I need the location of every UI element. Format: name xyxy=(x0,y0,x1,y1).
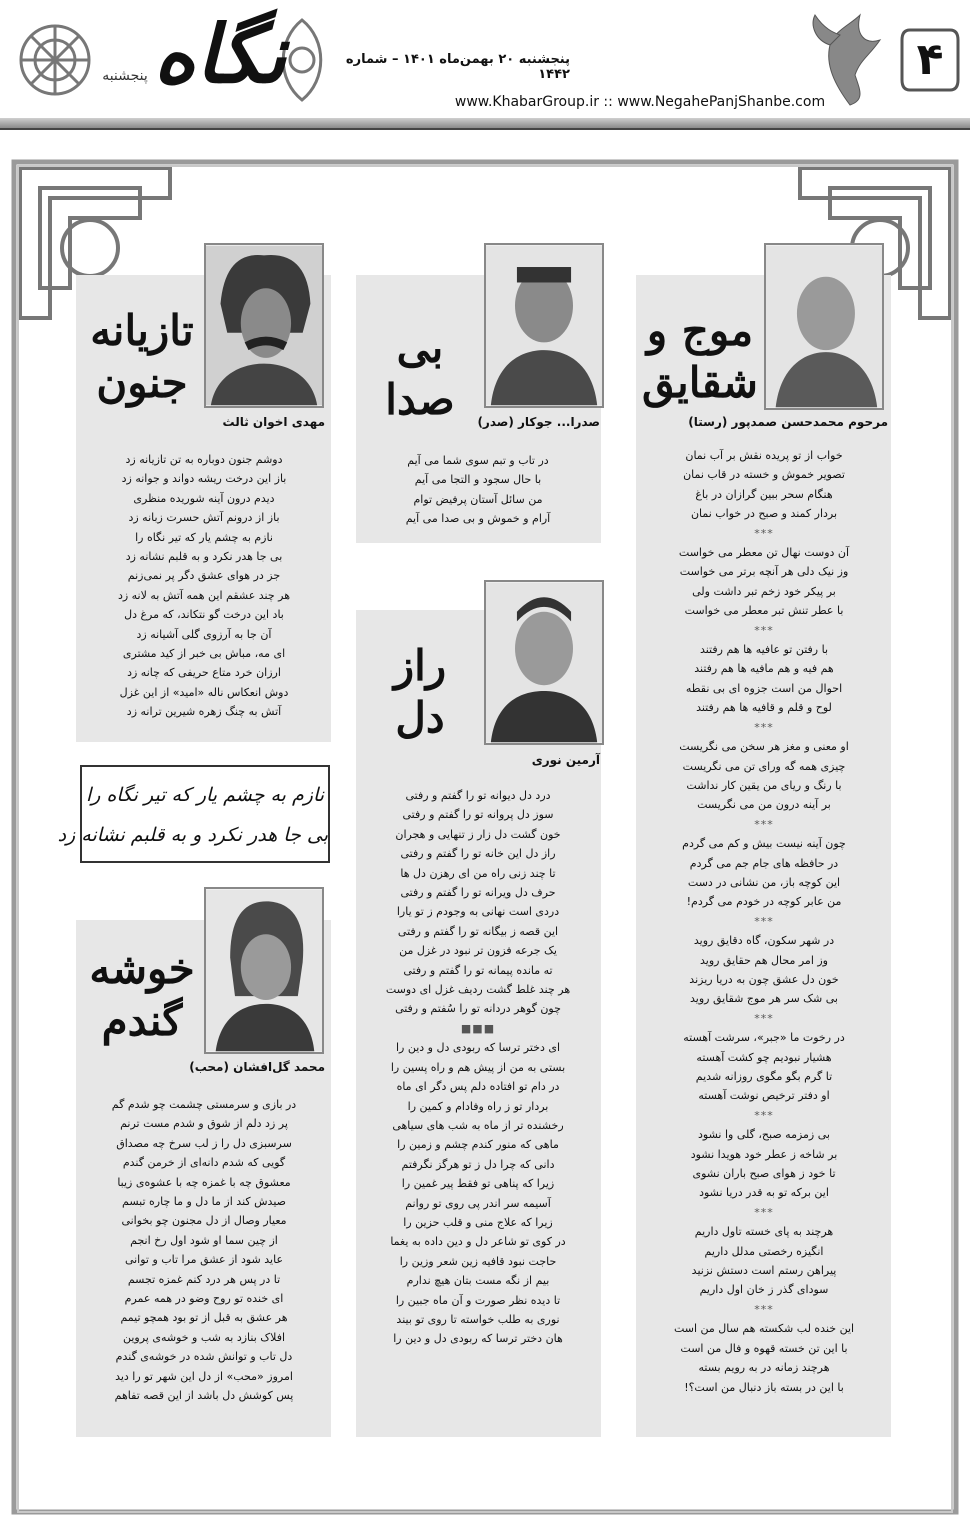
poem-line: در بازی و سرمستی چشمت چو شدم گم xyxy=(111,1098,297,1111)
poem-line: صیدش کند از ما دل و ما چاره تبسم xyxy=(122,1195,286,1209)
portrait-icon xyxy=(206,245,322,406)
poem-line: با این در بسته باز دنبال من است؟! xyxy=(684,1380,844,1394)
header-rule xyxy=(0,128,970,130)
poem-text-right xyxy=(640,446,888,1397)
poem-line: هان دختر ترسا که ربودی دل و دین را xyxy=(393,1332,563,1346)
poem-line: نوری به طلب خواسته تا روی تو بیند xyxy=(396,1312,560,1326)
poem-line: تا خود ز هوای صبح باران نشوی xyxy=(692,1167,836,1181)
poem-line: چون آینه نیست بیش و کم می گردم xyxy=(682,837,846,851)
poem-line: افلاک بنازد به شب و خوشه‌ی پروین xyxy=(122,1330,286,1344)
stanza-separator: *** xyxy=(754,526,774,540)
poem-line: هنگام سحر ببین گرازان در باغ xyxy=(695,487,833,501)
poem-line: انگیزه رخصتی مدلل داریم xyxy=(704,1244,824,1258)
title-line: دل xyxy=(395,693,445,742)
poem-text-left-top xyxy=(82,450,326,722)
author-name-mid-top: صدرا... جوکار (صدر) xyxy=(477,415,600,429)
portrait-icon xyxy=(486,245,602,406)
title-line: تازیانه xyxy=(90,306,194,355)
title-line: موج و xyxy=(646,306,754,355)
quote-line: نازم به چشم یار که تیر نگاه را xyxy=(85,784,325,806)
poem-line: گویی که شدم دانه‌ای از خرمن گندم xyxy=(122,1156,286,1170)
title-line: جنون xyxy=(96,358,188,407)
poem-line: خون دل عشق چون به دریا ریزند xyxy=(689,972,839,986)
poem-line: ارزان خرد متاع حریفی که چانه زد xyxy=(127,666,281,680)
portrait-icon xyxy=(206,889,322,1052)
poem-line: دوشم جنون دوباره به تن تازیانه زد xyxy=(125,453,283,466)
poem-line: لوح و قلم و قافیه ها هم رفتند xyxy=(696,701,832,715)
poem-line: ای مه، مباش بی خبر از کید مشتری xyxy=(122,647,286,661)
dateline: پنجشنبه ۲۰ بهمن‌ماه ۱۴۰۱ – شماره ۱۴۴۲ xyxy=(345,52,570,82)
poem-line: دانی که چرا دل ز تو هرگز نگرفتم xyxy=(401,1157,555,1171)
poem-line: بستی به من از پیش هم و راه پسین را xyxy=(390,1060,566,1074)
title-line: خوشه xyxy=(89,944,195,993)
author-photo-mid-top xyxy=(484,243,604,408)
poem-line: سوز دل پروانه تو را گفتم و رفتی xyxy=(402,808,554,822)
title-line: شقایق xyxy=(642,358,758,407)
poem-text-mid-top xyxy=(360,451,596,529)
poem-line: در رخوت ما «جبر»، سرشت آهسته xyxy=(683,1031,845,1045)
author-name-left-bottom: محمد گل‌افشان (محب) xyxy=(189,1060,325,1074)
poem-separator: ■■■ xyxy=(460,1021,496,1035)
poem-line: در حافظه های جام جم می گردم xyxy=(689,856,839,870)
poem-line: بی شک سر هر موج شقایق روید xyxy=(690,992,838,1006)
poem-line: آن دوست نهال تن معطر می خواست xyxy=(678,546,850,560)
poem-line: چون گوهر دردانه تو را سُفتم و رفتی xyxy=(395,1002,561,1016)
poem-line: آسیمه سر اندر پی روی تو روانم xyxy=(405,1196,551,1210)
poem-line: در شهر سکون، گاه دقایق روید xyxy=(693,934,835,948)
poem-title-left-bottom xyxy=(82,943,202,1047)
poem-line: با رنگ و ریای من یقین کار نداشت xyxy=(686,778,842,792)
poem-line: درد دل دیوانه تو را گفتم و رفتی xyxy=(405,789,551,802)
poem-line: چیزی همه گه ورای تن می نگریست xyxy=(682,759,846,773)
poem-line: جز در هوای عشق دگر پر نمی‌زنم xyxy=(127,569,281,583)
header xyxy=(0,0,970,128)
poem-line: راز دل این خانه تو را گفتم و رفتی xyxy=(400,847,556,861)
poem-title-right xyxy=(640,305,760,409)
poem-line: پیراهن رستم است دستش نزنید xyxy=(691,1264,837,1278)
poem-line: معیار وصال از دل مجنون چو بخوانی xyxy=(121,1214,287,1228)
poem-line: وز امر محال هم حقایق روید xyxy=(700,953,828,967)
poem-line: با این تن خسته قهوه و فال من است xyxy=(680,1341,848,1355)
poem-line: یک جرعه فزون تر نبود در غزل من xyxy=(399,944,557,958)
poem-line: این برکه تو به قدر دریا نشود xyxy=(699,1186,829,1200)
poem-line: خون گشت دل زار ز تنهایی و هجران xyxy=(395,827,561,841)
stanza-separator: *** xyxy=(754,817,774,831)
stanza-separator: *** xyxy=(754,1108,774,1122)
author-photo-left-bottom xyxy=(204,887,324,1054)
poem-line: دوش انعکاس ناله «امید» از این غزل xyxy=(119,685,289,699)
poem-line: هم فیه و هم مافیه ها هم رفتند xyxy=(694,662,834,676)
poem-line: بیم از نگه مست بتان هیچ ندارم xyxy=(406,1274,550,1288)
poem-line: تصویر خموش و خسته در قاب نمان xyxy=(683,468,845,482)
poem-line: دردی است نهانی به وجودم ز تو یارا xyxy=(396,905,560,919)
poem-title-mid-top: بی صدا xyxy=(385,323,455,424)
poem-line: تا چند زنی راه من ای رهزن دل ها xyxy=(400,866,556,880)
poem-line: امروز «محب» از دل این شهر تو را دید xyxy=(115,1369,293,1383)
poem-line: زیرا که پناهی تو فقط پیر غمین را xyxy=(401,1177,555,1191)
quote-callout xyxy=(57,765,330,863)
poem-line: بی زمزمه صبح، گلی وا نشود xyxy=(698,1128,830,1142)
stanza-separator: *** xyxy=(754,1302,774,1316)
header-divider xyxy=(0,118,970,128)
author-photo-left-top xyxy=(204,243,324,408)
poem-line: باز این درخت ریشه دواند و جوانه زد xyxy=(121,472,287,486)
website-urls: www.KhabarGroup.ir :: www.NegahePanjShanbe.com xyxy=(454,94,826,110)
poem-line: من سائل آستان پرفیض توام xyxy=(413,492,543,506)
phoenix-icon xyxy=(805,5,895,115)
poem-line: سودای گذر ز خان اول داریم xyxy=(699,1283,829,1297)
poem-line: نازم به چشم یار که تیر نگاه را xyxy=(135,530,273,544)
poem-line: او دفتر ترخیص نوشت آهسته xyxy=(698,1089,830,1103)
poem-line: من عابر کوچه در خودم می گردم! xyxy=(686,895,842,909)
poem-line: هر چند غلط گشت ردیف غزل ای دوست xyxy=(385,983,571,997)
poem-line: سرسبزی دل را ز لب سرخ چه مصداق xyxy=(116,1136,292,1150)
poem-line: این خنده لب شکسته هم سال من است xyxy=(673,1322,855,1336)
title-line: گندم xyxy=(101,996,183,1045)
poem-line: در کوی تو شاعر دل و دین داده به یغما xyxy=(390,1235,566,1249)
poem-line: هرچند به پای خسته تاول داریم xyxy=(694,1225,834,1239)
poem-line: احوال من است جزوه ای بی نقطه xyxy=(685,681,843,695)
stanza-separator: *** xyxy=(754,720,774,734)
poem-line: پس کوشش دل باشد از این قصه تفاهم xyxy=(114,1389,294,1403)
poem-line: آن جا به آرزوی گلی آشیانه زد xyxy=(136,627,272,641)
poem-line: دیدم درون آینه شوریده منظری xyxy=(133,491,275,505)
poem-line: از چین سما او شود اول رخ انجم xyxy=(130,1233,278,1247)
poem-line: خواب از تو پریده نقش بر آب نمان xyxy=(685,449,843,462)
poem-line: دل تاب و توانش شده در خوشه‌ی گندم xyxy=(115,1350,293,1364)
poem-line: حاجت نبود قافیه زین شعر وزین را xyxy=(399,1254,557,1268)
poem-line: عاید شود از عشق مرا تاب و توانی xyxy=(124,1253,284,1267)
author-name-right: مرحوم محمدحسن صمدپور (رستا) xyxy=(688,415,888,429)
poem-line: هر عشق به قبل از تو بود همچو تیمم xyxy=(120,1311,288,1325)
masthead-logo: نگاه xyxy=(153,7,287,101)
author-name-left-top: مهدی اخوان ثالث xyxy=(222,415,325,429)
poem-text-left-bottom xyxy=(82,1095,326,1406)
poem-text-mid-bottom xyxy=(360,786,596,1349)
poem-line: این قصه ز بیگانه تو را گفتم و رفتی xyxy=(397,924,559,938)
poem-line: در دام تو افتاده دلم پس دگر ای ماه xyxy=(396,1080,560,1094)
page-number: ۴ xyxy=(916,34,944,85)
stanza-separator: *** xyxy=(754,1205,774,1219)
quote-line: بی جا هدر نکرد و به قلبم نشانه زد xyxy=(57,824,328,846)
poem-line: بر شاخه ز عطر خود هویدا نشود xyxy=(690,1147,838,1161)
ornament-left-icon xyxy=(10,15,100,105)
poem-line: با عطر تنش تبر معطر می خواست xyxy=(684,604,844,618)
poem-line: بردار تو ز راه وفادام و کمین را xyxy=(407,1099,549,1113)
poem-line: تا گرم بگو مگوی روزانه شدیم xyxy=(695,1070,833,1083)
poem-line: آرام و خموش و بی صدا می آیم xyxy=(405,512,551,526)
poem-line: حرف دل ویرانه تو را گفتم و رفتی xyxy=(400,886,556,900)
masthead-subtitle: پنجشنبه xyxy=(102,68,148,84)
stanza-separator: *** xyxy=(754,623,774,637)
author-photo-mid-bottom xyxy=(484,580,604,745)
poem-line: ماهی که منور کندم چشم و زمین را xyxy=(397,1138,559,1152)
poem-line: این کوچه باز، من نشانی در دست xyxy=(687,875,841,889)
poem-line: آتش به چنگ زهره شیرین ترانه زد xyxy=(126,705,282,719)
portrait-icon xyxy=(766,245,882,408)
poem-line: باد این درخت گو نتکاند، که مرغ دل xyxy=(124,608,284,622)
poem-line: تا در پس هر درد کنم غمزه تجسم xyxy=(127,1272,281,1286)
portrait-icon xyxy=(486,582,602,743)
poem-line: ای دختر ترسا که ربودی دل و دین را xyxy=(395,1041,561,1055)
stanza-separator: *** xyxy=(754,914,774,928)
author-name-mid-bottom: آرمین نوری xyxy=(531,753,600,767)
poem-title-mid-bottom xyxy=(360,640,480,744)
poem-line: ای خنده تو روح وضو در همه عمرم xyxy=(124,1292,284,1306)
poem-line: باز از درونم آتش حسرت زبانه زد xyxy=(128,511,280,525)
poem-line: هشیار نبودیم چو کشت آهسته xyxy=(696,1050,832,1064)
poem-line: وز نیک دلی هر آنچه برتر می خواست xyxy=(679,565,849,579)
poem-line: تا دیده نظر صورت و آن ماه جبین را xyxy=(395,1293,561,1307)
poem-line: با حال سجود و التجا می آیم xyxy=(414,473,542,487)
poem-line: در تاب و تبم سوی شما می آیم xyxy=(407,454,549,467)
poem-line: بردار کمند و صبح در خواب نمان xyxy=(690,507,838,521)
stanza-separator: *** xyxy=(754,1011,774,1025)
title-line: راز xyxy=(393,641,447,690)
poem-line: بی جا هدر نکرد و به قلبم نشانه زد xyxy=(125,550,283,564)
poem-line: هرچند زمانه در به رویم بسته xyxy=(698,1361,830,1375)
poem-line: بر آینه درون من می نگریست xyxy=(697,798,831,812)
author-photo-right xyxy=(764,243,884,410)
poem-line: زیرا که علاج منی و قلب حزین را xyxy=(403,1215,553,1229)
poem-line: پر زد دلم از شوق و شدم مست ترنم xyxy=(120,1117,288,1131)
poem-line: با رفتن تو عافیه ها هم رفتند xyxy=(699,643,829,657)
poem-line: رخشنده تر از ماه به شب های سیاهی xyxy=(392,1118,564,1132)
poem-line: ته مانده پیمانه تو را گفتم و رفتی xyxy=(403,963,553,977)
poem-line: بر پیکر خود زخم تبر داشت ولی xyxy=(692,584,836,598)
poem-title-left-top xyxy=(82,305,202,409)
poem-line: او معنی و مغز هر سخن می نگریست xyxy=(679,740,849,754)
poem-line: هر چند عشقم این همه آتش به لانه زد xyxy=(117,588,291,602)
poem-line: معشوق چه با غمزه چه با عشوه‌ی زیبا xyxy=(117,1175,291,1189)
